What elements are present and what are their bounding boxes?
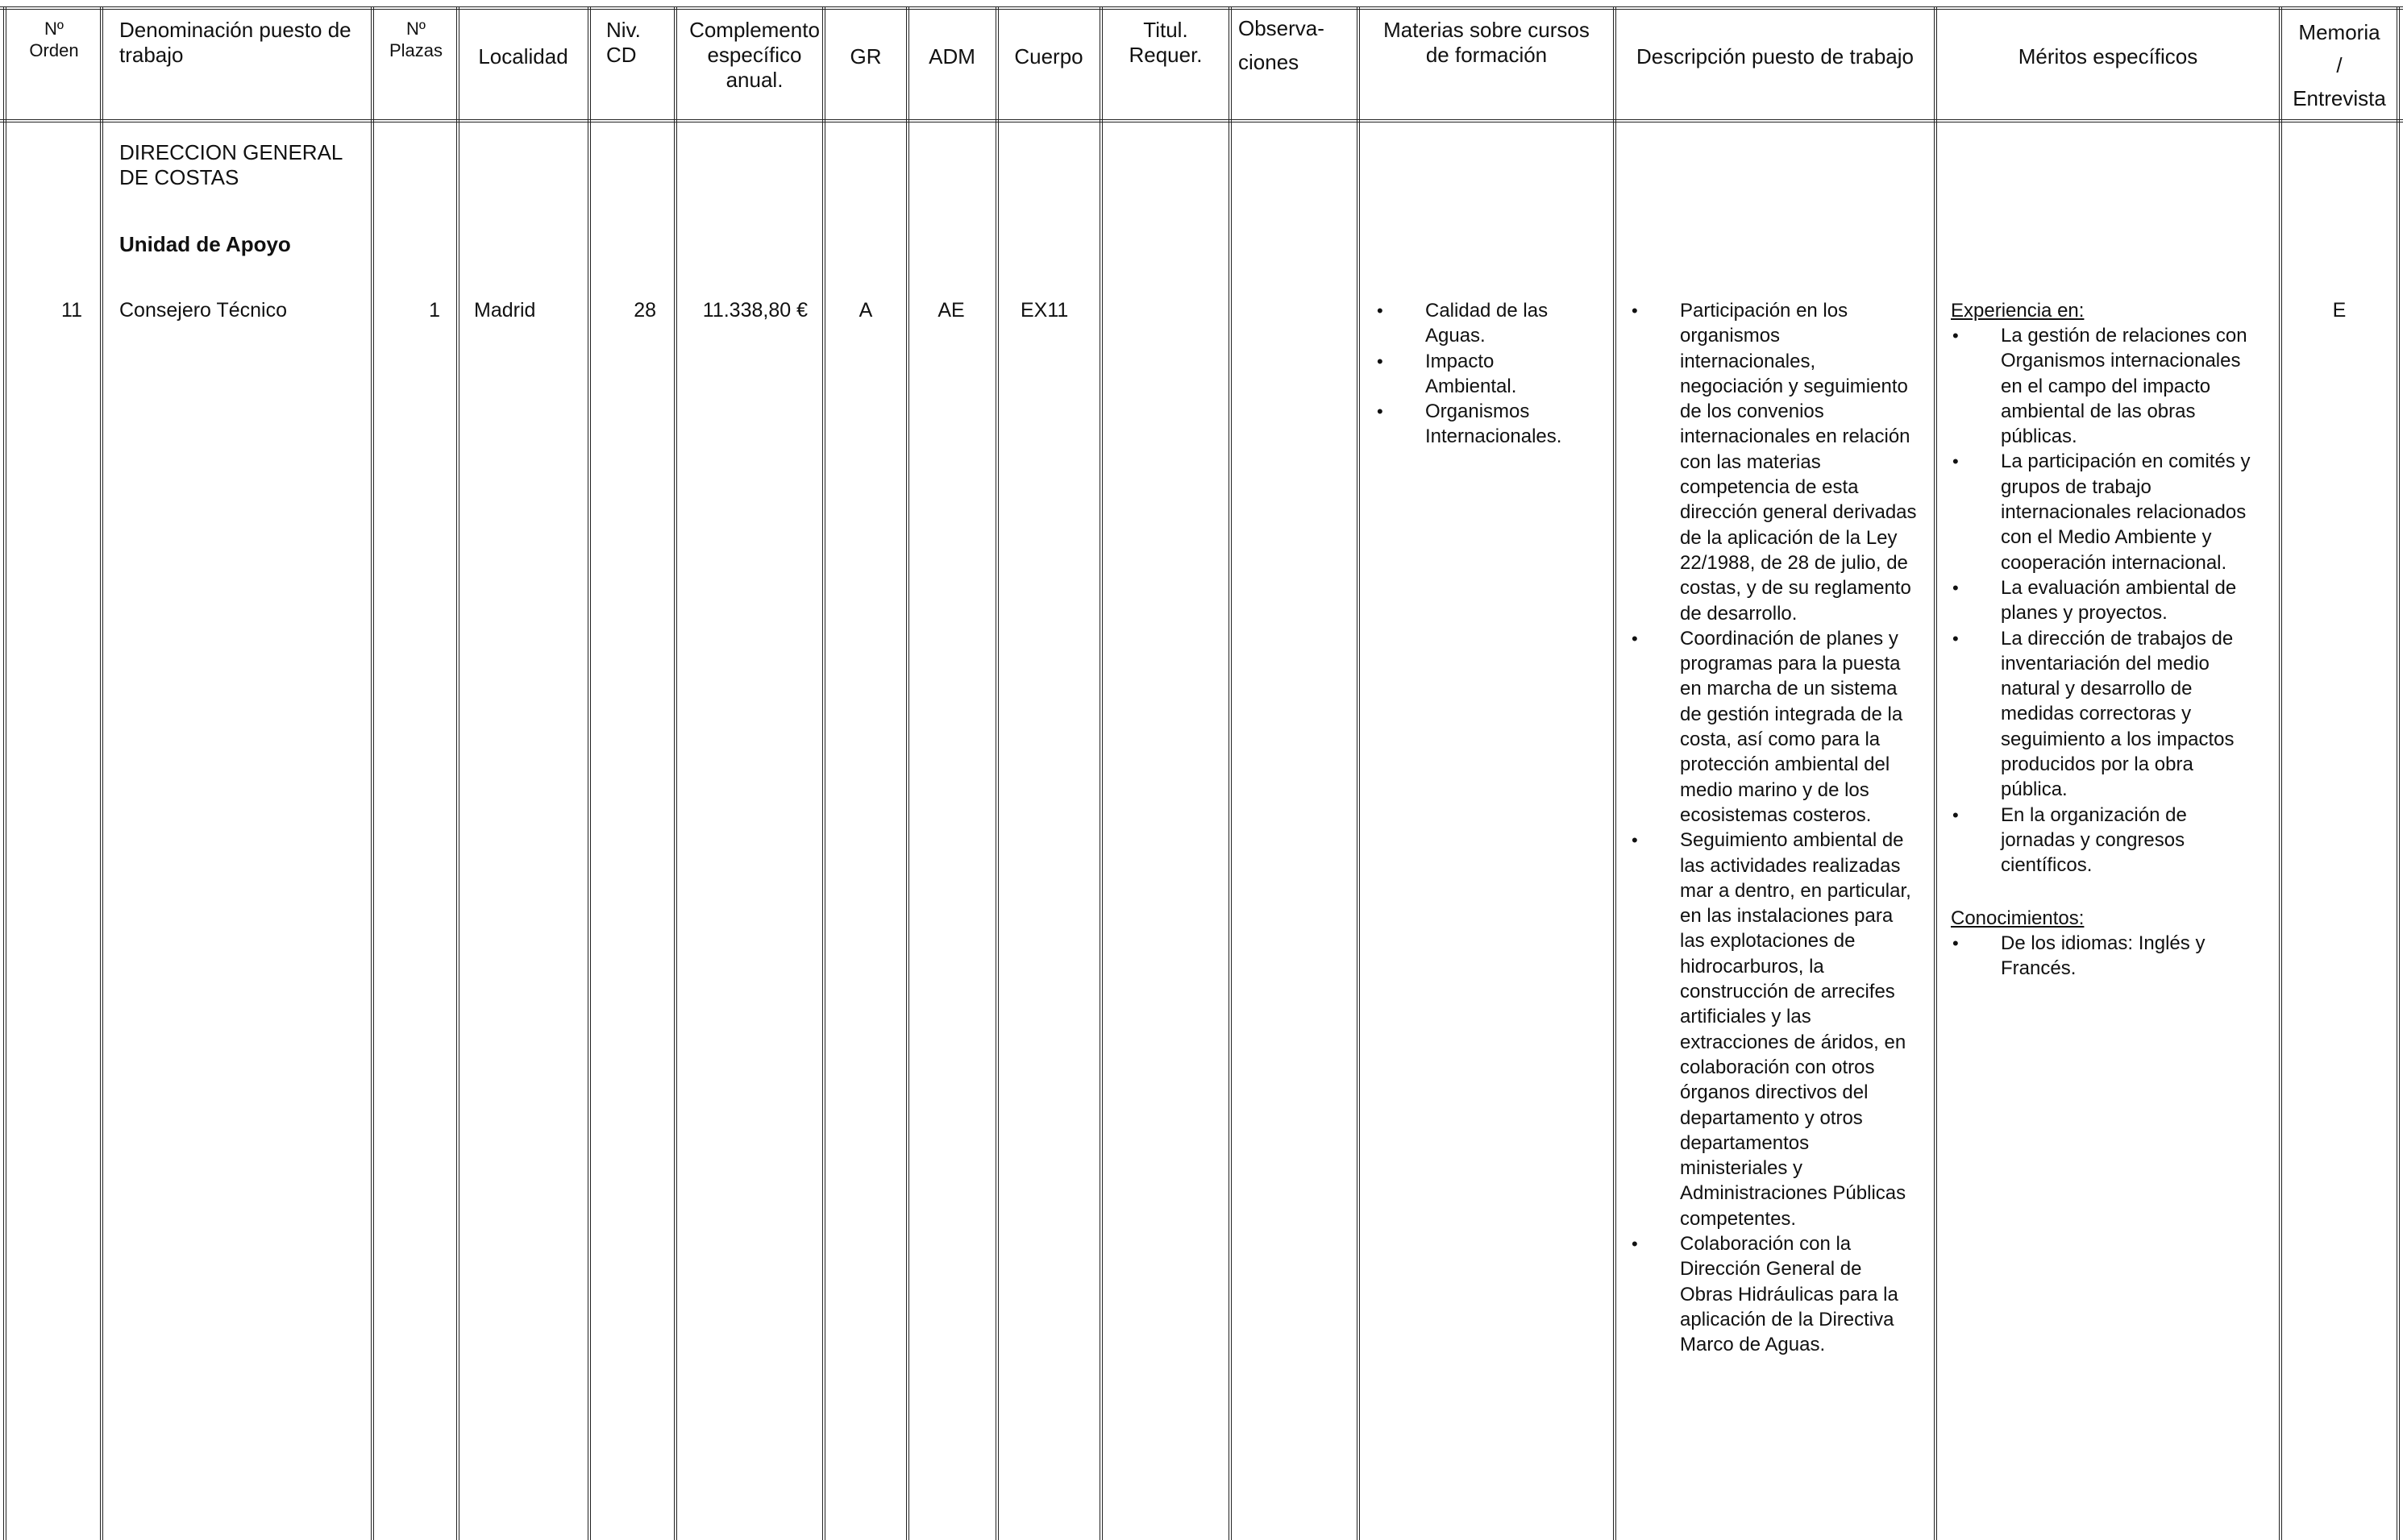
header-memoria: Memoria / Entrevista xyxy=(2293,20,2386,110)
list-item: • Coordinación de planes y programas para la puesta en marcha de un sistema de gestión integrada de la costa, así como para la protección ambiental del medio marino y de los ecosistemas costeros. xyxy=(1630,626,1919,828)
header-cuerpo: Cuerpo xyxy=(1014,44,1083,68)
header-descripcion: Descripción puesto de trabajo xyxy=(1636,44,1914,68)
list-item: • Calidad de las Aguas. xyxy=(1375,298,1586,349)
column-divider xyxy=(1229,6,1232,1540)
header-gr: GR xyxy=(850,44,882,68)
list-item: • La dirección de trabajos de inventariación del medio natural y desarrollo de medidas correctoras y seguimiento a los impactos producidos por la obra pública. xyxy=(1951,626,2257,803)
section-unit: Unidad de Apoyo xyxy=(119,232,291,256)
cell-descripcion xyxy=(1630,298,1919,1357)
cell-denominacion: Consejero Técnico xyxy=(119,299,287,322)
header-materias: Materias sobre cursos de formación xyxy=(1383,18,1590,67)
column-divider xyxy=(674,6,677,1540)
column-divider xyxy=(100,6,103,1540)
list-item: • La gestión de relaciones con Organismos internacionales en el campo del impacto ambiental de las obras públicas. xyxy=(1951,323,2257,449)
header-plazas: Nº Plazas xyxy=(389,19,443,60)
descripcion-list xyxy=(1630,298,1919,1357)
table-top-border xyxy=(0,6,2403,10)
list-item: • La participación en comités y grupos de trabajo internacionales relacionados con el Medio Ambiente y cooperación internacional. xyxy=(1951,449,2257,575)
cell-orden: 11 xyxy=(61,299,82,322)
list-item: • Impacto Ambiental. xyxy=(1375,349,1586,400)
header-meritos: Méritos específicos xyxy=(2018,44,2198,68)
header-orden: Nº Orden xyxy=(29,19,79,60)
cell-cuerpo: EX11 xyxy=(1021,299,1069,322)
column-divider xyxy=(1613,6,1616,1540)
list-item: • Organismos Internacionales. xyxy=(1375,399,1586,450)
meritos-experiencia-list xyxy=(1951,323,2257,878)
column-divider xyxy=(588,6,591,1540)
column-divider xyxy=(996,6,999,1540)
column-divider xyxy=(906,6,909,1540)
cell-adm: AE xyxy=(938,299,965,322)
list-item: • La evaluación ambiental de planes y proyectos. xyxy=(1951,575,2257,626)
header-observaciones: Observa- ciones xyxy=(1238,16,1324,74)
list-item: • De los idiomas: Inglés y Francés. xyxy=(1951,931,2257,982)
meritos-experiencia-label: Experiencia en: xyxy=(1951,300,2085,322)
cell-nivcd: 28 xyxy=(634,299,656,322)
cell-plazas: 1 xyxy=(429,299,440,322)
header-nivcd: Niv. CD xyxy=(606,18,641,67)
header-complemento: Complemento específico anual. xyxy=(689,18,820,92)
cell-memoria: E xyxy=(2332,299,2347,322)
cell-materias xyxy=(1375,298,1586,450)
column-divider xyxy=(1357,6,1360,1540)
cell-meritos xyxy=(1951,298,2257,981)
cell-gr: A xyxy=(859,299,873,322)
header-adm: ADM xyxy=(929,44,975,68)
cell-complemento: 11.338,80 € xyxy=(702,299,808,322)
list-item: • Colaboración con la Dirección General de Obras Hidráulicas para la aplicación de la Directiva Marco de Aguas. xyxy=(1630,1231,1919,1357)
column-divider xyxy=(2397,6,2400,1540)
column-divider xyxy=(456,6,459,1540)
column-divider xyxy=(1100,6,1103,1540)
column-divider xyxy=(822,6,825,1540)
list-item: • Seguimiento ambiental de las actividades realizadas mar a dentro, en particular, en las instalaciones para las explotaciones de hidrocarburos, la construcción de arrecifes artificiales y las extracciones de áridos, en colaboración con otros órganos directivos del departamento y otros departamentos ministeriales y Administraciones Públicas competentes. xyxy=(1630,828,1919,1231)
meritos-conocimientos-label: Conocimientos: xyxy=(1951,907,2085,929)
header-localidad: Localidad xyxy=(478,44,568,68)
column-divider xyxy=(371,6,374,1540)
list-item: • En la organización de jornadas y congresos científicos. xyxy=(1951,803,2257,878)
cell-localidad: Madrid xyxy=(474,299,536,322)
meritos-conocimientos-list xyxy=(1951,931,2257,982)
materias-list xyxy=(1375,298,1586,450)
list-item: • Participación en los organismos internacionales, negociación y seguimiento de los convenios internacionales en relación con las materias competencia de esta dirección general derivadas de la aplicación de la Ley 22/1988, de 28 de julio, de costas, y de su reglamento de desarrollo. xyxy=(1630,298,1919,626)
header-titul: Titul. Requer. xyxy=(1129,18,1203,67)
column-divider xyxy=(3,6,6,1540)
section-title: DIRECCION GENERAL DE COSTAS xyxy=(119,140,343,189)
header-bottom-border xyxy=(0,119,2403,122)
column-divider xyxy=(2279,6,2282,1540)
header-denominacion: Denominación puesto de trabajo xyxy=(119,18,351,67)
column-divider xyxy=(1934,6,1937,1540)
